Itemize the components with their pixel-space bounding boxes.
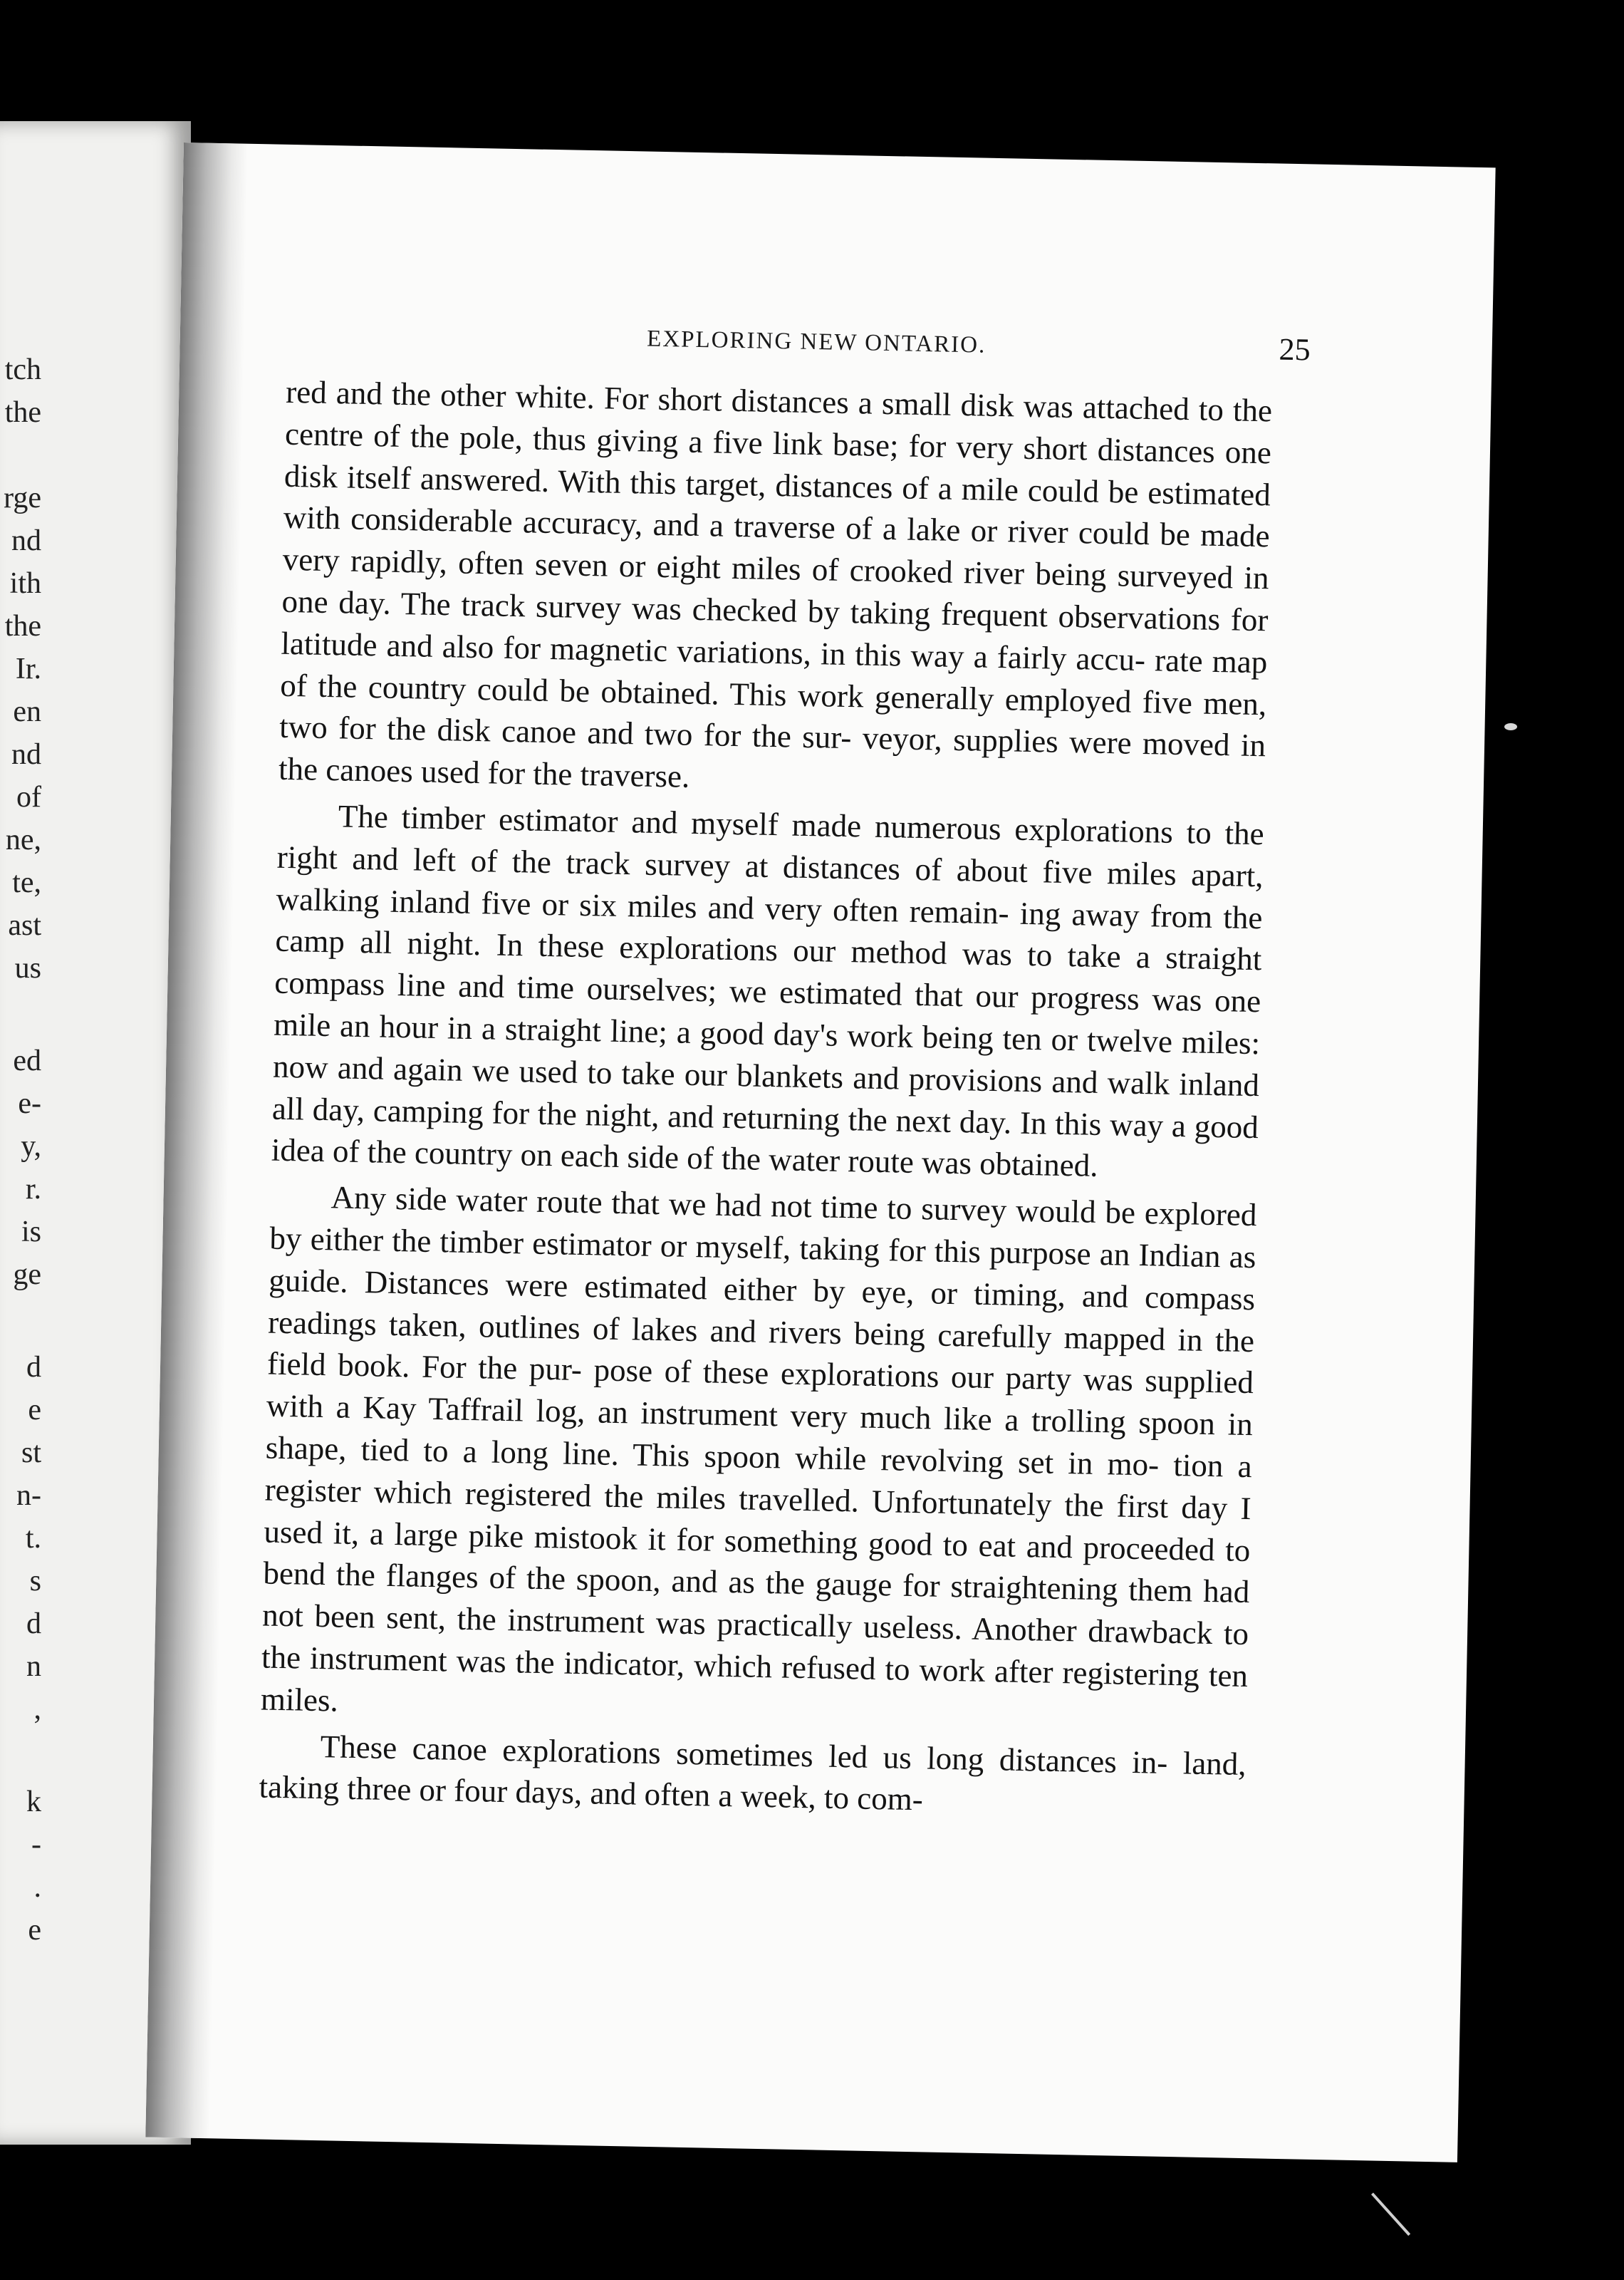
left-fragment: -: [31, 1828, 41, 1861]
paragraph: red and the other white. For short distances a small disk was attached to the centre of the pole, thus giving a five link base; for very short distances one disk itself answered. With this target, distances of a mile could be estimated with considerable accuracy, and a traverse of a lake or river could be made very rapidly, often seven or eight miles of crooked river being surveyed in one day. The track survey was checked by taking frequent observations for latitude and also for magnetic variations, in this way a fairly accu- rate map of the country could be obtained. This work generally employed five men, two for the disk canoe and two for the sur- veyor, supplies were moved in the canoes used for the traverse.: [278, 373, 1273, 794]
left-fragment: e-: [18, 1087, 41, 1120]
left-fragment: us: [14, 952, 41, 985]
book-page: [145, 142, 1495, 2162]
paragraph: These canoe explorations sometimes led us long distances in- land, taking three or four days, and often a week, to com-: [259, 1728, 1247, 1818]
scan-speck: [1504, 723, 1517, 730]
left-fragment: s: [29, 1565, 41, 1597]
left-fragment: e: [28, 1394, 41, 1426]
left-fragment: nd: [11, 524, 41, 557]
left-fragment: e: [28, 1914, 41, 1947]
left-fragment: the: [4, 396, 41, 429]
left-fragment: st: [21, 1436, 41, 1469]
left-fragment: n-: [16, 1479, 41, 1512]
left-fragment: .: [33, 1871, 41, 1904]
left-fragment: r.: [25, 1173, 41, 1206]
left-fragment: of: [16, 781, 41, 814]
paragraph: The timber estimator and myself made numerous explorations to the right and left of the track survey at distances of about five miles apart, walking inland five or six miles and very often remain- ing away from the camp all night. In these explorations our method was to take a straight compass line and time ourselves; we estimated that our progress was one mile an hour in a straight line; a good day's work being ten or twelve miles: now and again we used to take our blankets and provisions and walk inland all day, camping for the night, and returning the next day. In this way a good idea of the country on each side of the water route was obtained.: [271, 798, 1265, 1184]
left-fragment: the: [4, 610, 41, 643]
left-fragment: te,: [12, 866, 41, 899]
left-fragment: ,: [33, 1693, 41, 1726]
page-number: 25: [1279, 331, 1311, 368]
left-fragment: d: [26, 1607, 41, 1640]
left-fragment: n: [26, 1650, 41, 1683]
left-fragment: en: [13, 695, 41, 728]
left-fragment: Ir.: [15, 653, 41, 685]
left-fragment: t.: [25, 1522, 41, 1555]
left-fragment: d: [26, 1351, 41, 1384]
page-header: [322, 313, 1311, 375]
left-fragment: k: [26, 1786, 41, 1818]
left-fragment: is: [21, 1216, 41, 1248]
left-fragment: ge: [13, 1258, 41, 1291]
left-fragment: y,: [21, 1130, 41, 1163]
left-fragment: nd: [11, 738, 41, 771]
left-fragment: tch: [4, 353, 41, 386]
body-text: [259, 371, 1273, 1831]
paragraph: Any side water route that we had not time to survey would be explored by either the timber estimator or myself, taking for this purpose an Indian as guide. Distances were estimated either by eye, or timing, and compass readings taken, outlines of lakes and rivers being carefully mapped in the field book. For the pur- pose of these explorations our party was supplied with a Kay Taffrail log, an instrument very much like a trolling spoon in shape, tied to a long line. This spoon while revolving set in mo- tion a register which registered the miles travelled. Unfortunately the first day I used it, a large pike mistook it for something good to eat and proceeded to bend the flanges of the spoon, and as the gauge for straightening them had not been sent, the instrument was practically useless. Another drawback to the instrument was the indicator, which refused to work after registering ten miles.: [260, 1179, 1257, 1719]
left-fragment: ne,: [5, 824, 41, 856]
left-fragment: rge: [4, 482, 41, 514]
left-fragment: ith: [9, 567, 41, 600]
running-head: EXPLORING NEW ONTARIO.: [646, 326, 987, 358]
left-fragment: ed: [13, 1045, 41, 1077]
scan-corner-mark: [1371, 2192, 1410, 2236]
left-fragment: ast: [8, 909, 41, 942]
